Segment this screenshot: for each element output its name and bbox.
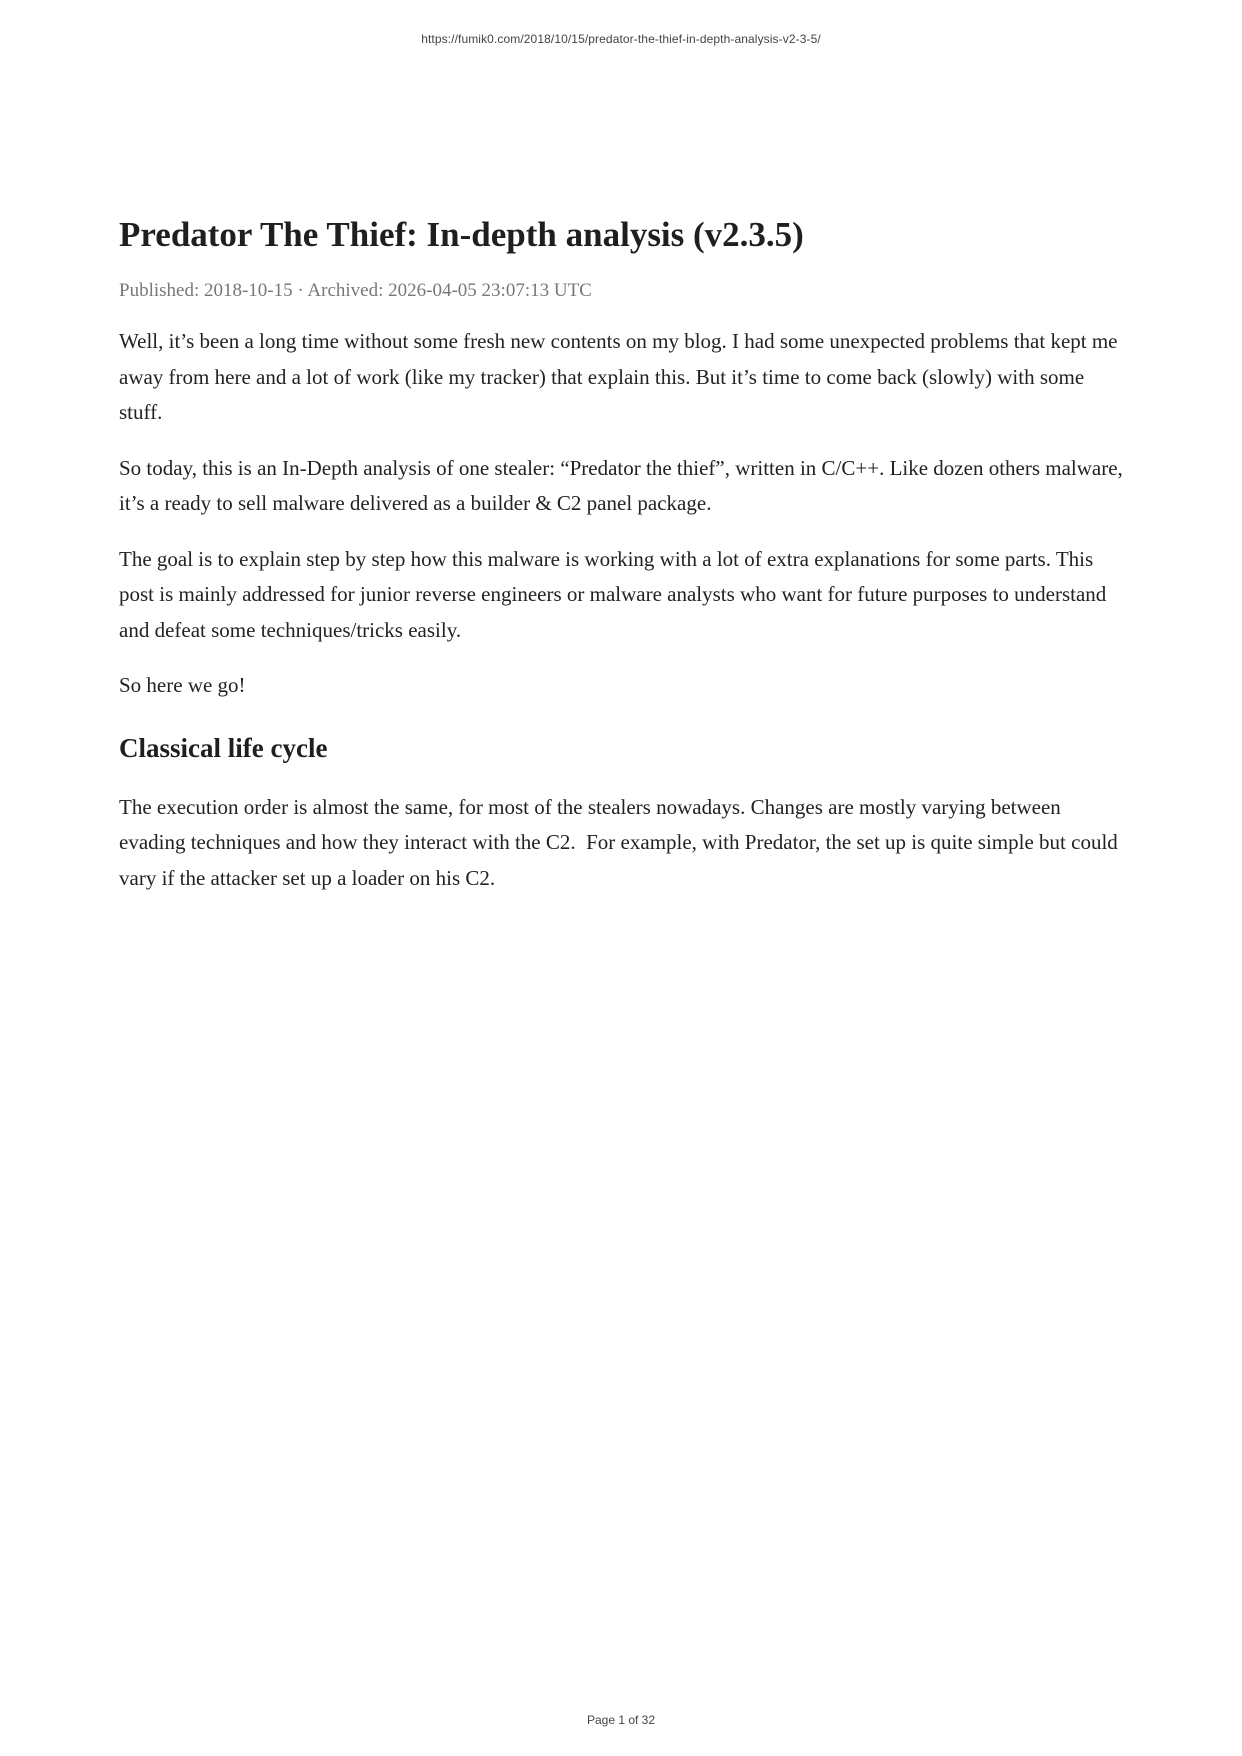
article-meta: Published: 2018-10-15 · Archived: 2026-04-05 23:07:13 UTC <box>119 280 592 301</box>
page-number: Page 1 of 32 <box>586 1713 656 1727</box>
article-title: Predator The Thief: In-depth analysis (v2.3.5) <box>119 215 804 254</box>
article-paragraph: So here we go! <box>119 673 246 697</box>
section-paragraph: The execution order is almost the same, for most of the stealers nowadays. Changes are mostly varying between evading techniques and how they interact with the C2. For example, with Predator, the set up is quite simple but could vary if the attacker set up a loader on his C2. <box>119 794 1124 890</box>
page-url-header: https://fumik0.com/2018/10/15/predator-the-thief-in-depth-analysis-v2-3-5/ <box>421 32 821 46</box>
article-paragraph: Well, it’s been a long time without some fresh new contents on my blog. I had some unexpected problems that kept me away from here and a lot of work (like my tracker) that explain this. But it’s time to come back (slowly) with some stuff. <box>119 329 1118 424</box>
article <box>119 212 1129 896</box>
section-heading: Classical life cycle <box>119 732 328 763</box>
article-paragraph: So today, this is an In-Depth analysis of one stealer: “Predator the thief”, written in C/C++. Like dozen others malware, it’s a ready to sell malware delivered as a builder & C2 panel package. <box>119 455 1123 515</box>
article-paragraph: The goal is to explain step by step how this malware is working with a lot of extra explanations for some parts. This post is mainly addressed for junior reverse engineers or malware analysts who want for future purposes to understand and defeat some techniques/tricks easily. <box>119 546 1107 642</box>
